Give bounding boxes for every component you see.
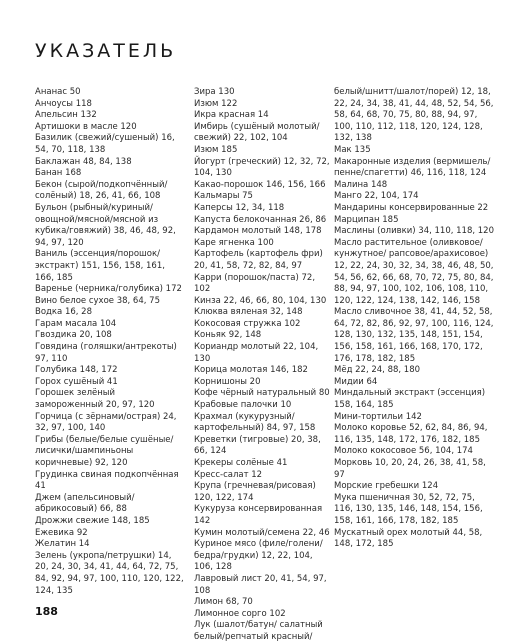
index-entry: Ваниль (эссенция/порошок/ экстракт) 151, 156, 158, 161, 166, 185 [35,249,165,283]
index-entry: Мидии 64 [334,376,378,387]
index-column-3 [334,87,494,551]
index-entry: Молоко кокосовое 56, 104, 174 [334,446,473,457]
index-entry: Базилик (свежий/сушеный) 16, 54, 70, 118, 138 [35,133,175,155]
index-entry: Горчица (с зёрнами/острая) 24, 32, 97, 100, 140 [35,411,177,434]
index-entry: Молоко коровье 52, 62, 84, 86, 94, 116, 135, 148, 172, 176, 182, 185 [334,423,488,445]
index-entry: Икра красная 14 [194,110,269,121]
index-entry: Коньяк 92, 148 [194,330,262,341]
index-entry: Маслины (оливки) 34, 110, 118, 120 [334,226,495,237]
index-entry: Анчоусы 118 [35,98,92,109]
index-entry: Кокосовая стружка 102 [194,318,301,329]
index-entry: Креветки (тигровые) 20, 38, 66, 124 [194,434,321,457]
index-entry: Мёд 22, 24, 88, 180 [334,365,421,376]
index-entry: Масло сливочное 38, 41, 44, 52, 58, 64, 72, 82, 86, 92, 97, 100, 116, 124, 128, 130, 132, 135, 148, 151, 154, 156, 158, 161, 166, 168, 170, 172, 176, 178, 182, 185 [334,307,494,364]
index-entry: Кофе чёрный натуральный 80 [194,388,330,399]
index-entry: Крупа (гречневая/рисовая) 120, 122, 174 [194,481,316,503]
index-entry: Артишоки в масле 120 [35,121,137,132]
index-entry: Зира 130 [194,87,235,97]
index-entry: Манго 22, 104, 174 [334,191,419,202]
index-entry: Корица молотая 146, 182 [194,365,308,376]
index-entry: Ананас 50 [35,87,81,97]
index-column-2 [194,87,330,644]
index-entry: Изюм 185 [194,144,238,155]
index-entry: Морские гребешки 124 [334,481,439,492]
index-entry: Бульон (рыбный/куриный/ овощной/мясной/мясной из кубика/говяжий) 38, 46, 48, 92, 94, 97, 120 [35,202,176,248]
index-entry: Капуста белокочанная 26, 86 [194,214,327,225]
index-entry: Лимонное сорго 102 [194,608,286,619]
index-entry: Куриное мясо (филе/голени/ бедра/грудки) 12, 22, 104, 106, 128 [194,539,323,573]
index-entry: Изюм 122 [194,98,238,109]
index-entry: Кресс-салат 12 [194,469,263,480]
index-entry: Гарам масала 104 [35,318,117,329]
index-entry: Крахмал (кукурузный/ картофельный) 84, 97, 158 [194,411,316,434]
index-entry: Масло растительное (оливковое/кунжутное/ рапсовое/арахисовое) 12, 22, 24, 30, 32, 34, 38, 46, 48, 50, 54, 56, 62, 66, 68, 70, 72, 75, 80, 84, 88, 94, 97, 100, 102, 106, 108, 110, 120, 122, 124, 138, 142, 146, 158 [334,237,494,306]
index-entry: Желатин 14 [35,539,90,550]
index-entry: Кумин молотый/семена 22, 46 [194,527,330,538]
index-entry: Грудинка свиная подкопчённая 41 [35,469,179,492]
index-entry: Кукуруза консервированная 142 [194,504,323,526]
index-entry: Вино белое сухое 38, 64, 75 [35,295,160,306]
index-entry: Кальмары 75 [194,191,253,202]
index-entry: Дрожжи свежие 148, 185 [35,515,150,526]
index-column-1 [35,87,185,597]
index-entry: Лук (шалот/батун/ салатный белый/репчатый красный/ [194,620,323,642]
index-entry: Миндальный экстракт (эссенция) 158, 164, 185 [334,388,486,411]
index-entry: Корнишоны 20 [194,376,261,387]
index-entry: Картофель (картофель фри) 20, 41, 58, 72, 82, 84, 97 [194,249,323,271]
index-entry: Кардамон молотый 148, 178 [194,226,322,237]
index-entry: Каре ягненка 100 [194,237,274,248]
index-entry: Каперсы 12, 34, 118 [194,202,285,213]
index-entry: Зелень (укропа/петрушки) 14, 20, 24, 30, 34, 41, 44, 64, 72, 75, 84, 92, 94, 97, 100, 110, 120, 122, 124, 135 [35,550,184,596]
index-entry: Кориандр молотый 22, 104, 130 [194,342,319,364]
index-entry: Кинза 22, 46, 66, 80, 104, 130 [194,295,327,306]
index-entry: Лавровый лист 20, 41, 54, 97, 108 [194,573,327,596]
index-entry: Бекон (сырой/подкопчённый/ солёный) 18, 26, 41, 66, 108 [35,179,168,202]
index-entry: Мандарины консервированные 22 [334,202,489,213]
index-entry: Какао-порошок 146, 156, 166 [194,179,326,190]
index-entry: Лимон 68, 70 [194,597,253,608]
index-entry: Горошек зелёный замороженный 20, 97, 120 [35,388,155,411]
index-entry: Крабовые палочки 10 [194,400,292,411]
index-entry: Горох сушёный 41 [35,376,118,387]
index-entry: Малина 148 [334,179,388,190]
index-entry: Мак 135 [334,144,371,155]
index-entry: Карри (порошок/паста) 72, 102 [194,272,316,295]
index-entry: Ежевика 92 [35,527,88,538]
index-entry: Морковь 10, 20, 24, 26, 38, 41, 58, 97 [334,458,486,480]
index-entry: Голубика 148, 172 [35,365,118,376]
page-number: 188 [35,605,58,618]
page-title: УКАЗАТЕЛЬ [35,40,177,62]
index-entry: белый/шнитт/шалот/порей) 12, 18, 22, 24, 34, 38, 41, 44, 48, 52, 54, 56, 58, 64, 68, 70, 75, 80, 88, 94, 97, 100, 110, 112, 118, 120, 124, 128, 132, 138 [334,87,494,144]
index-entry: Мускатный орех молотый 44, 58, 148, 172, 185 [334,527,483,550]
index-entry: Марципан 185 [334,214,399,225]
index-entry: Грибы (белые/белые сушёные/ лисички/шампиньоны коричневые) 92, 120 [35,434,174,468]
index-entry: Йогурт (греческий) 12, 32, 72, 104, 130 [194,156,330,179]
index-entry: Мука пшеничная 30, 52, 72, 75, 116, 130, 135, 146, 148, 154, 156, 158, 161, 166, 178, 182, 185 [334,492,483,526]
index-entry: Баклажан 48, 84, 138 [35,156,132,167]
index-entry: Имбирь (сушёный молотый/ свежий) 22, 102, 104 [194,121,320,144]
index-entry: Варенье (черника/голубика) 172 [35,284,182,295]
index-entry: Клюква вяленая 32, 148 [194,307,303,318]
index-entry: Джем (апельсиновый/ абрикосовый) 66, 88 [35,492,135,515]
index-entry: Гвоздика 20, 108 [35,330,112,341]
index-entry: Макаронные изделия (вермишель/пенне/спагетти) 46, 116, 118, 124 [334,156,491,179]
index-entry: Водка 16, 28 [35,307,92,318]
index-entry: Банан 168 [35,168,82,179]
index-entry: Апельсин 132 [35,110,97,121]
index-entry: Говядина (голяшки/антрекоты) 97, 110 [35,342,177,364]
index-entry: Крекеры солёные 41 [194,458,288,468]
index-entry: Мини-тортильи 142 [334,411,422,422]
